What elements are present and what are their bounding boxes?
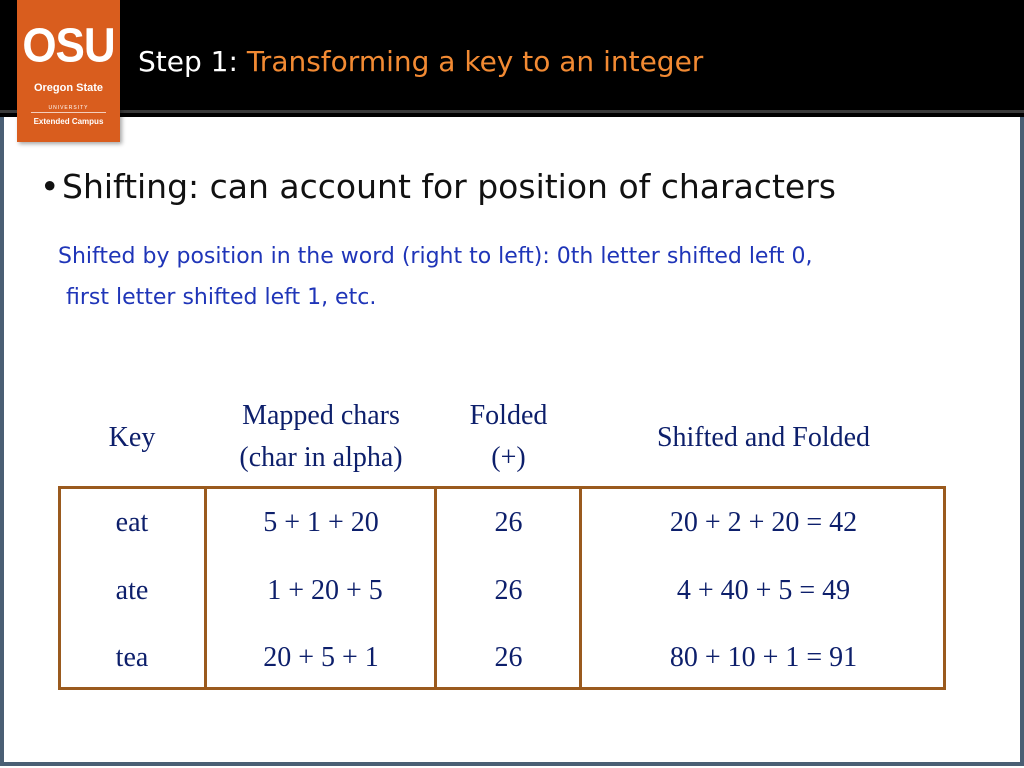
bullet-text: Shifting: can account for position of characters (62, 167, 836, 206)
cell-mapped: 1 + 20 + 5 (267, 575, 383, 606)
cell-mapped: 5 + 1 + 20 (263, 507, 379, 538)
cell-mapped: 20 + 5 + 1 (263, 642, 379, 673)
slide-title (138, 42, 703, 82)
cell-folded: 26 (494, 575, 523, 606)
bullet-icon: • (40, 167, 60, 206)
slide-title-accent: Transforming a key to an integer (246, 45, 704, 78)
cell-shifted: 20 + 2 + 20 = 42 (669, 507, 858, 538)
title-bar-rule (0, 110, 1024, 113)
header-folded-line-1: Folded (469, 400, 548, 431)
cell-shifted: 4 + 40 + 5 = 49 (676, 575, 851, 606)
logo-extended-campus: Extended Campus (33, 117, 104, 126)
cell-folded: 26 (494, 642, 523, 673)
cell-shifted: 80 + 10 + 1 = 91 (669, 642, 858, 673)
logo-university: UNIVERSITY (48, 105, 89, 111)
header-mapped-line-1: Mapped chars (242, 400, 400, 431)
description-line-2: first letter shifted left 1, etc. (66, 285, 377, 310)
cell-key: eat (115, 507, 149, 538)
cell-folded: 26 (494, 507, 523, 538)
bullet-point (40, 164, 836, 210)
cell-key: tea (115, 642, 149, 673)
header-folded-line-2: (+) (491, 442, 526, 473)
header-mapped-line-2: (char in alpha) (239, 442, 403, 473)
logo-oregon-state: Oregon State (33, 82, 104, 94)
slide-title-prefix: Step 1: (138, 45, 247, 78)
description-line-1: Shifted by position in the word (right to left): 0th letter shifted left 0, (58, 244, 813, 269)
logo-divider (31, 112, 106, 113)
header-shifted: Shifted and Folded (656, 422, 871, 453)
cell-key: ate (115, 575, 149, 606)
logo-abbrev: OSU (22, 18, 115, 73)
header-key: Key (108, 422, 156, 453)
